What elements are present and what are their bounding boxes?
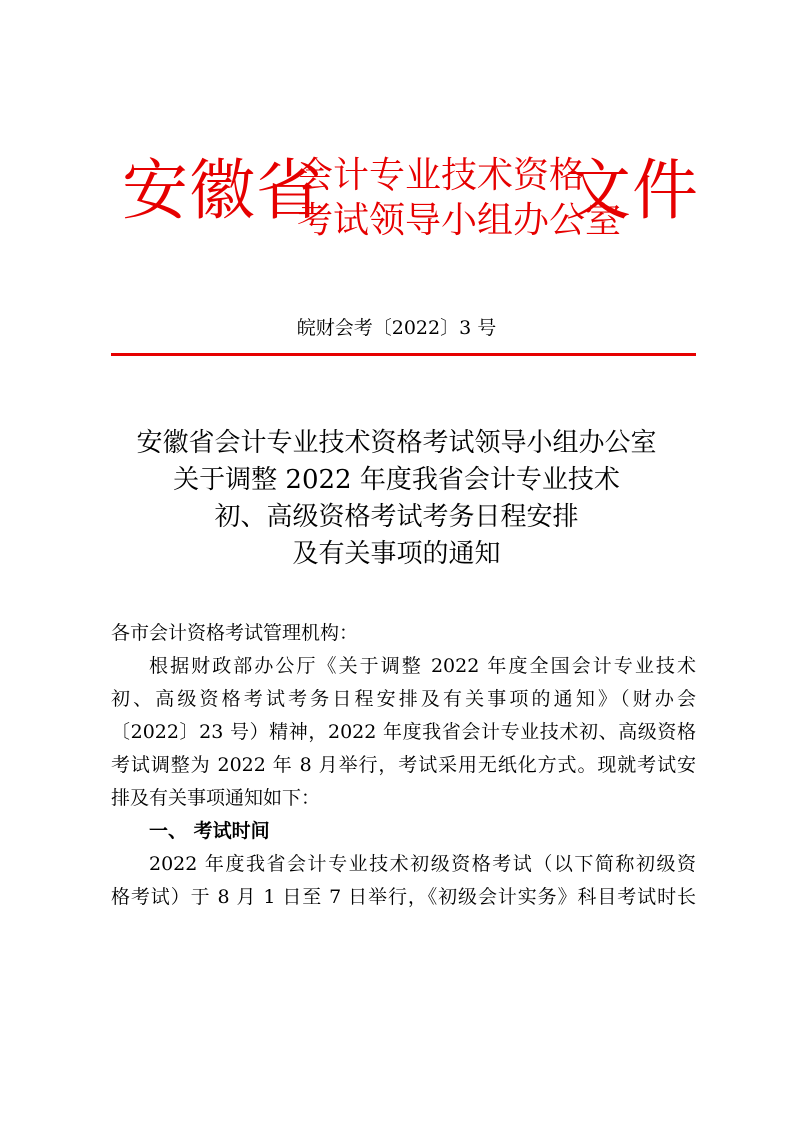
header-province: 安徽省	[122, 152, 323, 229]
title-line: 初、高级资格考试考务日程安排	[214, 502, 579, 532]
section-heading: 一、 考试时间	[149, 820, 270, 842]
body-line: 根据财政部办公厅《关于调整 2022 年度全国会计专业技术	[149, 655, 696, 677]
body-line: 〔2022〕23 号）精神，2022 年度我省会计专业技术初、高级资格	[111, 721, 696, 743]
body-line: 排及有关事项通知如下：	[111, 787, 321, 809]
body-line: 2022 年度我省会计专业技术初级资格考试（以下简称初级资	[149, 853, 696, 875]
header-office-line1: 会计专业技术资格	[297, 155, 586, 196]
body-line: 考试调整为 2022 年 8 月举行，考试采用无纸化方式。现就考试安	[111, 754, 696, 776]
title-line: 及有关事项的通知	[292, 539, 501, 569]
title-line: 关于调整 2022 年度我省会计专业技术	[173, 465, 620, 495]
document-number: 皖财会考〔2022〕3 号	[296, 317, 497, 339]
recipient: 各市会计资格考试管理机构：	[111, 622, 359, 644]
body-line: 格考试）于 8 月 1 日至 7 日举行，《初级会计实务》科目考试时长	[111, 886, 696, 908]
document-title	[0, 425, 793, 573]
title-line: 安徽省会计专业技术资格考试领导小组办公室	[136, 428, 657, 458]
header-document: 文件	[565, 152, 699, 229]
document-body	[111, 617, 696, 914]
header-office-line2: 考试领导小组办公室	[297, 200, 622, 241]
body-line: 初、高级资格考试考务日程安排及有关事项的通知》（财办会	[111, 688, 696, 710]
header-divider	[111, 353, 696, 356]
